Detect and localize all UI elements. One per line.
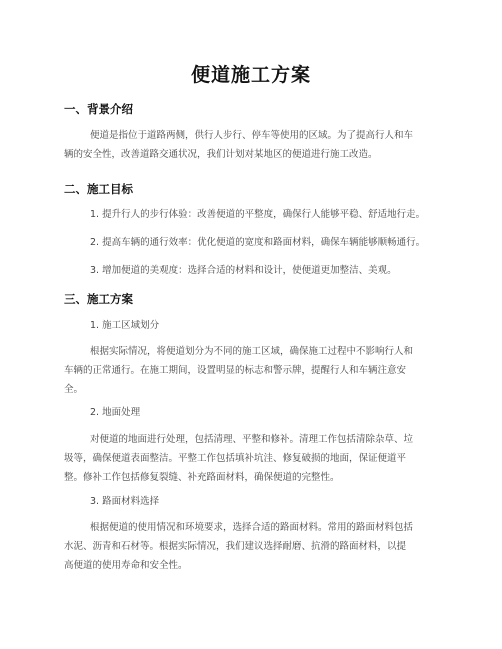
text-line: 车辆的正常通行。在施工期间，设置明显的标志和警示牌，提醒行人和车辆注意安	[64, 365, 407, 376]
subheading-ground-treatment: 2. 地面处理	[90, 407, 141, 418]
text-line: 整。修补工作包括修复裂缝、补充路面材料，确保便道的完整性。	[64, 472, 340, 483]
text-line: 全。	[64, 384, 84, 395]
paragraph-background	[64, 126, 444, 164]
section-heading-goals: 二、施工目标	[64, 182, 133, 196]
text-line: 便道是指位于道路两侧，供行人步行、停车等使用的区域。为了提高行人和车	[90, 130, 414, 141]
text-line: 根据实际情况，将便道划分为不同的施工区域，确保施工过程中不影响行人和	[90, 346, 414, 357]
paragraph-area-division	[64, 342, 444, 399]
text-line: 水泥、沥青和石材等。根据实际情况，我们建议选择耐磨、抗滑的路面材料，以提	[64, 541, 407, 552]
text-line: 根据便道的使用情况和环境要求，选择合适的路面材料。常用的路面材料包括	[90, 522, 414, 533]
paragraph-ground-treatment	[64, 430, 444, 487]
section-heading-plan: 三、施工方案	[64, 292, 133, 306]
paragraph-material-selection	[64, 518, 444, 575]
page-title: 便道施工方案	[190, 64, 311, 86]
subheading-area-division: 1. 施工区域划分	[90, 320, 160, 331]
text-line: 辆的安全性，改善道路交通状况，我们计划对某地区的便道进行施工改造。	[64, 149, 378, 160]
goal-item-3: 3. 增加便道的美观度：选择合适的材料和设计，使便道更加整洁、美观。	[90, 265, 397, 276]
text-line: 圾等，确保便道表面整洁。平整工作包括填补坑洼、修复破损的地面，保证便道平	[64, 453, 407, 464]
text-line: 对便道的地面进行处理，包括清理、平整和修补。清理工作包括清除杂草、垃	[90, 434, 414, 445]
goal-item-2: 2. 提高车辆的通行效率：优化便道的宽度和路面材料，确保车辆能够顺畅通行。	[90, 237, 426, 248]
subheading-material-selection: 3. 路面材料选择	[90, 496, 160, 507]
goal-item-1: 1. 提升行人的步行体验：改善便道的平整度，确保行人能够平稳、舒适地行走。	[90, 209, 426, 220]
section-heading-background: 一、背景介绍	[64, 102, 133, 116]
text-line: 高便道的使用寿命和安全性。	[64, 560, 188, 571]
